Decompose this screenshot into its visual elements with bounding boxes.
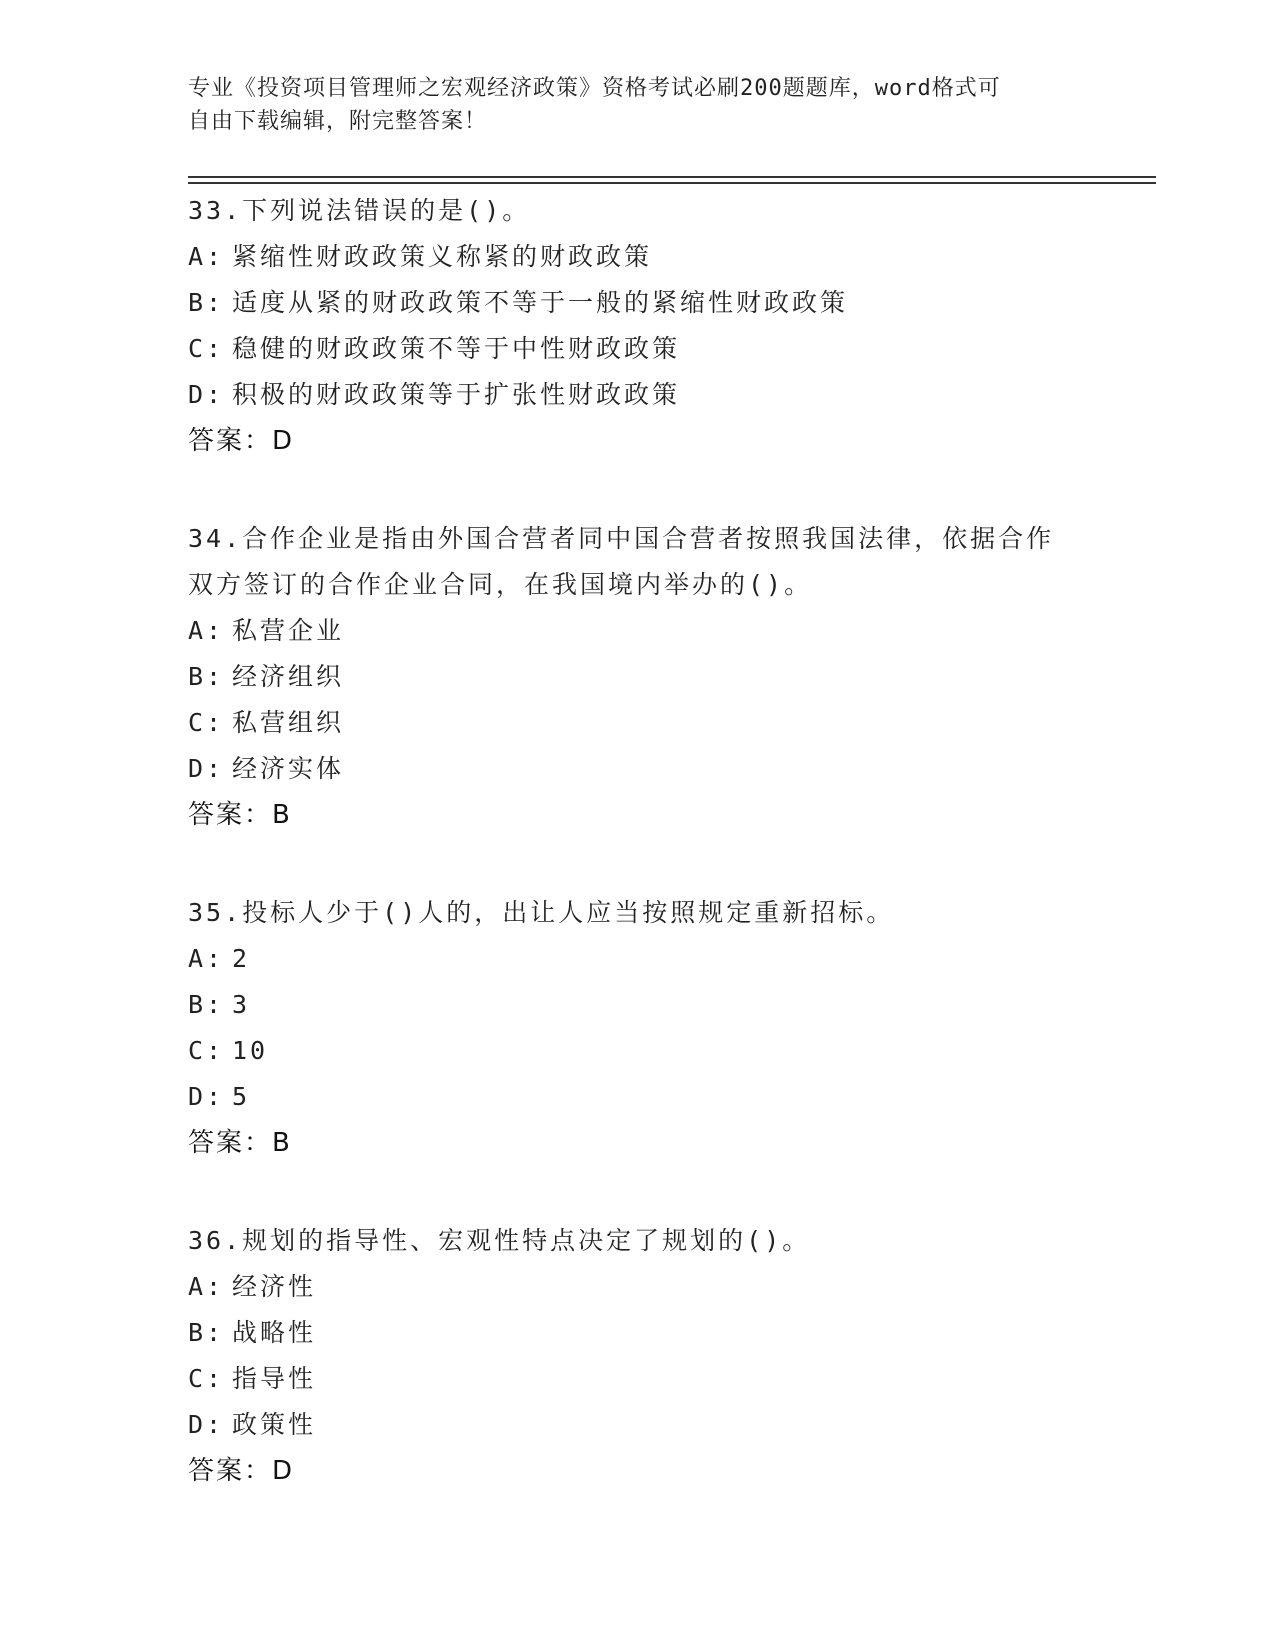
option-a bbox=[188, 608, 1088, 654]
option-text: 稳健的财政政策不等于中性财政政策 bbox=[232, 334, 681, 363]
question-text: 33.下列说法错误的是()。 bbox=[188, 196, 531, 225]
question-list bbox=[188, 188, 1088, 1546]
option-key: C: bbox=[188, 334, 225, 363]
option-a bbox=[188, 234, 1088, 280]
option-text: 经济性 bbox=[232, 1272, 317, 1301]
option-key: C: bbox=[188, 1364, 225, 1393]
option-text: 私营组织 bbox=[232, 708, 345, 737]
answer-label: 答案：D bbox=[188, 1456, 295, 1486]
question-36 bbox=[188, 1218, 1088, 1494]
header-divider-top bbox=[188, 176, 1156, 178]
option-text: 10 bbox=[232, 1036, 269, 1065]
answer-label: 答案：D bbox=[188, 426, 295, 456]
question-34 bbox=[188, 516, 1088, 838]
option-a bbox=[188, 1264, 1088, 1310]
question-text: 36.规划的指导性、宏观性特点决定了规划的()。 bbox=[188, 1226, 811, 1255]
option-text: 紧缩性财政政策义称紧的财政政策 bbox=[232, 242, 653, 271]
option-key: B: bbox=[188, 990, 225, 1019]
option-key: C: bbox=[188, 1036, 225, 1065]
question-text-continued: 双方签订的合作企业合同，在我国境内举办的()。 bbox=[188, 570, 813, 599]
option-d bbox=[188, 1402, 1088, 1448]
answer-label: 答案：B bbox=[188, 1128, 292, 1158]
option-text: 战略性 bbox=[232, 1318, 317, 1347]
option-key: C: bbox=[188, 708, 225, 737]
option-key: D: bbox=[188, 1410, 225, 1439]
option-b bbox=[188, 982, 1088, 1028]
option-b bbox=[188, 654, 1088, 700]
option-key: A: bbox=[188, 1272, 225, 1301]
option-d bbox=[188, 1074, 1088, 1120]
option-text: 经济实体 bbox=[232, 754, 345, 783]
header-line-2: 自由下载编辑，附完整答案！ bbox=[188, 109, 488, 134]
option-c bbox=[188, 700, 1088, 746]
option-key: B: bbox=[188, 288, 225, 317]
option-text: 2 bbox=[232, 944, 251, 973]
question-prompt bbox=[188, 188, 1088, 234]
option-d bbox=[188, 746, 1088, 792]
option-text: 积极的财政政策等于扩张性财政政策 bbox=[232, 380, 681, 409]
option-text: 3 bbox=[232, 990, 251, 1019]
document-header bbox=[188, 72, 1088, 138]
option-key: D: bbox=[188, 380, 225, 409]
header-line-1: 专业《投资项目管理师之宏观经济政策》资格考试必刷200题题库，word格式可 bbox=[188, 76, 1001, 101]
option-key: B: bbox=[188, 1318, 225, 1347]
question-prompt bbox=[188, 1218, 1088, 1264]
option-b bbox=[188, 1310, 1088, 1356]
option-text: 指导性 bbox=[232, 1364, 317, 1393]
option-text: 私营企业 bbox=[232, 616, 345, 645]
option-key: A: bbox=[188, 616, 225, 645]
option-key: A: bbox=[188, 242, 225, 271]
answer-label: 答案：B bbox=[188, 800, 292, 830]
question-text: 35.投标人少于()人的，出让人应当按照规定重新招标。 bbox=[188, 898, 895, 927]
option-text: 经济组织 bbox=[232, 662, 345, 691]
question-35 bbox=[188, 890, 1088, 1166]
option-c bbox=[188, 326, 1088, 372]
option-text: 政策性 bbox=[232, 1410, 317, 1439]
question-text: 34.合作企业是指由外国合营者同中国合营者按照我国法律，依据合作 bbox=[188, 524, 1055, 553]
option-text: 5 bbox=[232, 1082, 251, 1111]
question-33 bbox=[188, 188, 1088, 464]
question-prompt bbox=[188, 890, 1088, 936]
header-divider-bottom bbox=[188, 182, 1156, 184]
option-key: D: bbox=[188, 1082, 225, 1111]
option-d bbox=[188, 372, 1088, 418]
option-key: D: bbox=[188, 754, 225, 783]
option-key: A: bbox=[188, 944, 225, 973]
option-a bbox=[188, 936, 1088, 982]
option-key: B: bbox=[188, 662, 225, 691]
option-c bbox=[188, 1028, 1088, 1074]
question-prompt bbox=[188, 516, 1088, 608]
option-text: 适度从紧的财政政策不等于一般的紧缩性财政政策 bbox=[232, 288, 849, 317]
option-b bbox=[188, 280, 1088, 326]
option-c bbox=[188, 1356, 1088, 1402]
